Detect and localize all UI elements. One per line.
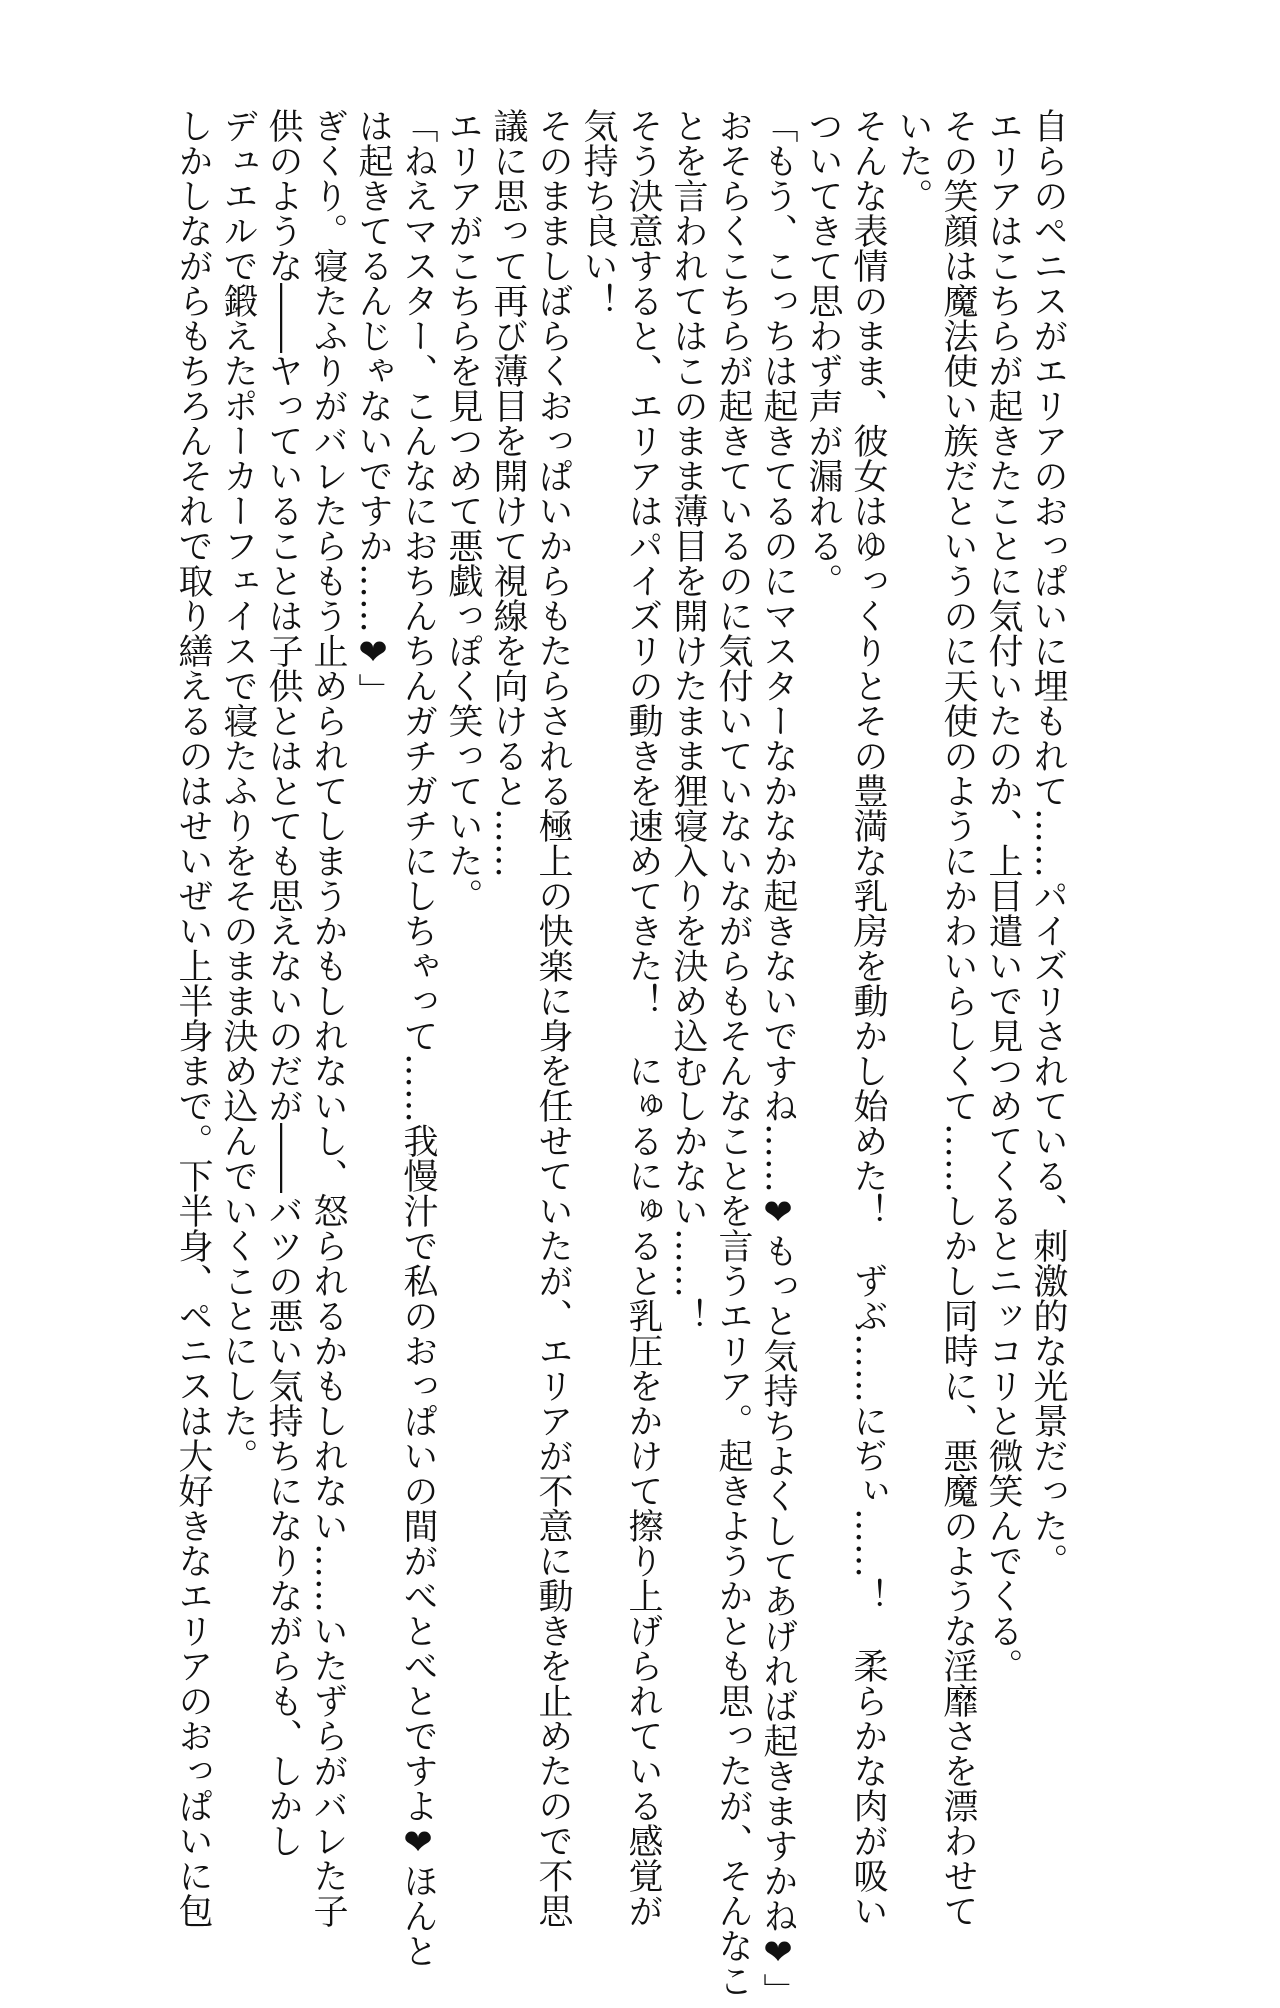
text-line: デュエルで鍛えたポーカーフェイスで寝たふりをそのまま決め込んでいくことにした。 — [218, 108, 258, 1473]
text-line: そう決意すると、エリアはパイズリの動きを速めてきた！ にゅるにゅると乳圧をかけて擦り上げられている感覚が — [623, 108, 663, 1928]
text-line: しかしながらもちろんそれで取り繕えるのはせいぜい上半身まで。下半身、ペニスは大好きなエリアのおっぱいに包 — [173, 108, 213, 1928]
vertical-text-body — [170, 108, 1070, 2008]
text-line: 供のような――ヤっていることは子供とはとても思えないのだが――バツの悪い気持ちになりながらも、しかし — [263, 108, 303, 1858]
text-line: エリアはこちらが起きたことに気付いたのか、上目遣いで見つめてくるとニッコリと微笑んでくる。 — [983, 108, 1023, 1683]
text-line: 議に思って再び薄目を開けて視線を向けると…… — [488, 108, 528, 878]
text-line: 自らのペニスがエリアのおっぱいに埋もれて……パイズリされている、刺激的な光景だった。 — [1028, 108, 1068, 1578]
text-line: とを言われてはこのまま薄目を開けたまま狸寝入りを決め込むしかない……！ — [668, 108, 708, 1333]
text-line: ついてきて思わず声が漏れる。 — [803, 108, 843, 598]
text-line: は起きてるんじゃないですか……❤」 — [353, 108, 393, 708]
text-line: おそらくこちらが起きているのに気付いていないながらもそんなことを言うエリア。起きようかとも思ったが、そんなこ — [713, 108, 753, 1998]
text-line: いた。 — [893, 108, 933, 213]
text-line: そんな表情のまま、彼女はゆっくりとその豊満な乳房を動かし始めた！ ずぶ……にぢぃ……！ 柔らかな肉が吸い — [848, 108, 888, 1928]
text-line: 「もう、こっちは起きてるのにマスターなかなか起きないですね……❤もっと気持ちよくしてあげれば起きますかね❤」 — [758, 108, 798, 2008]
text-line: 気持ち良い！ — [578, 108, 618, 318]
text-line: ぎくり。寝たふりがバレたらもう止められてしまうかもしれないし、怒られるかもしれない……いたずらがバレた子 — [308, 108, 348, 1928]
text-line: その笑顔は魔法使い族だというのに天使のようにかわいらしくて……しかし同時に、悪魔のような淫靡さを漂わせて — [938, 108, 978, 1928]
text-line: 「ねえマスター、こんなにおちんちんガチガチにしちゃって……我慢汁で私のおっぱいの間がべとべとですよ❤ほんと — [398, 108, 438, 1968]
text-line: エリアがこちらを見つめて悪戯っぽく笑っていた。 — [443, 108, 483, 913]
text-line: そのまましばらくおっぱいからもたらされる極上の快楽に身を任せていたが、エリアが不意に動きを止めたので不思 — [533, 108, 573, 1928]
